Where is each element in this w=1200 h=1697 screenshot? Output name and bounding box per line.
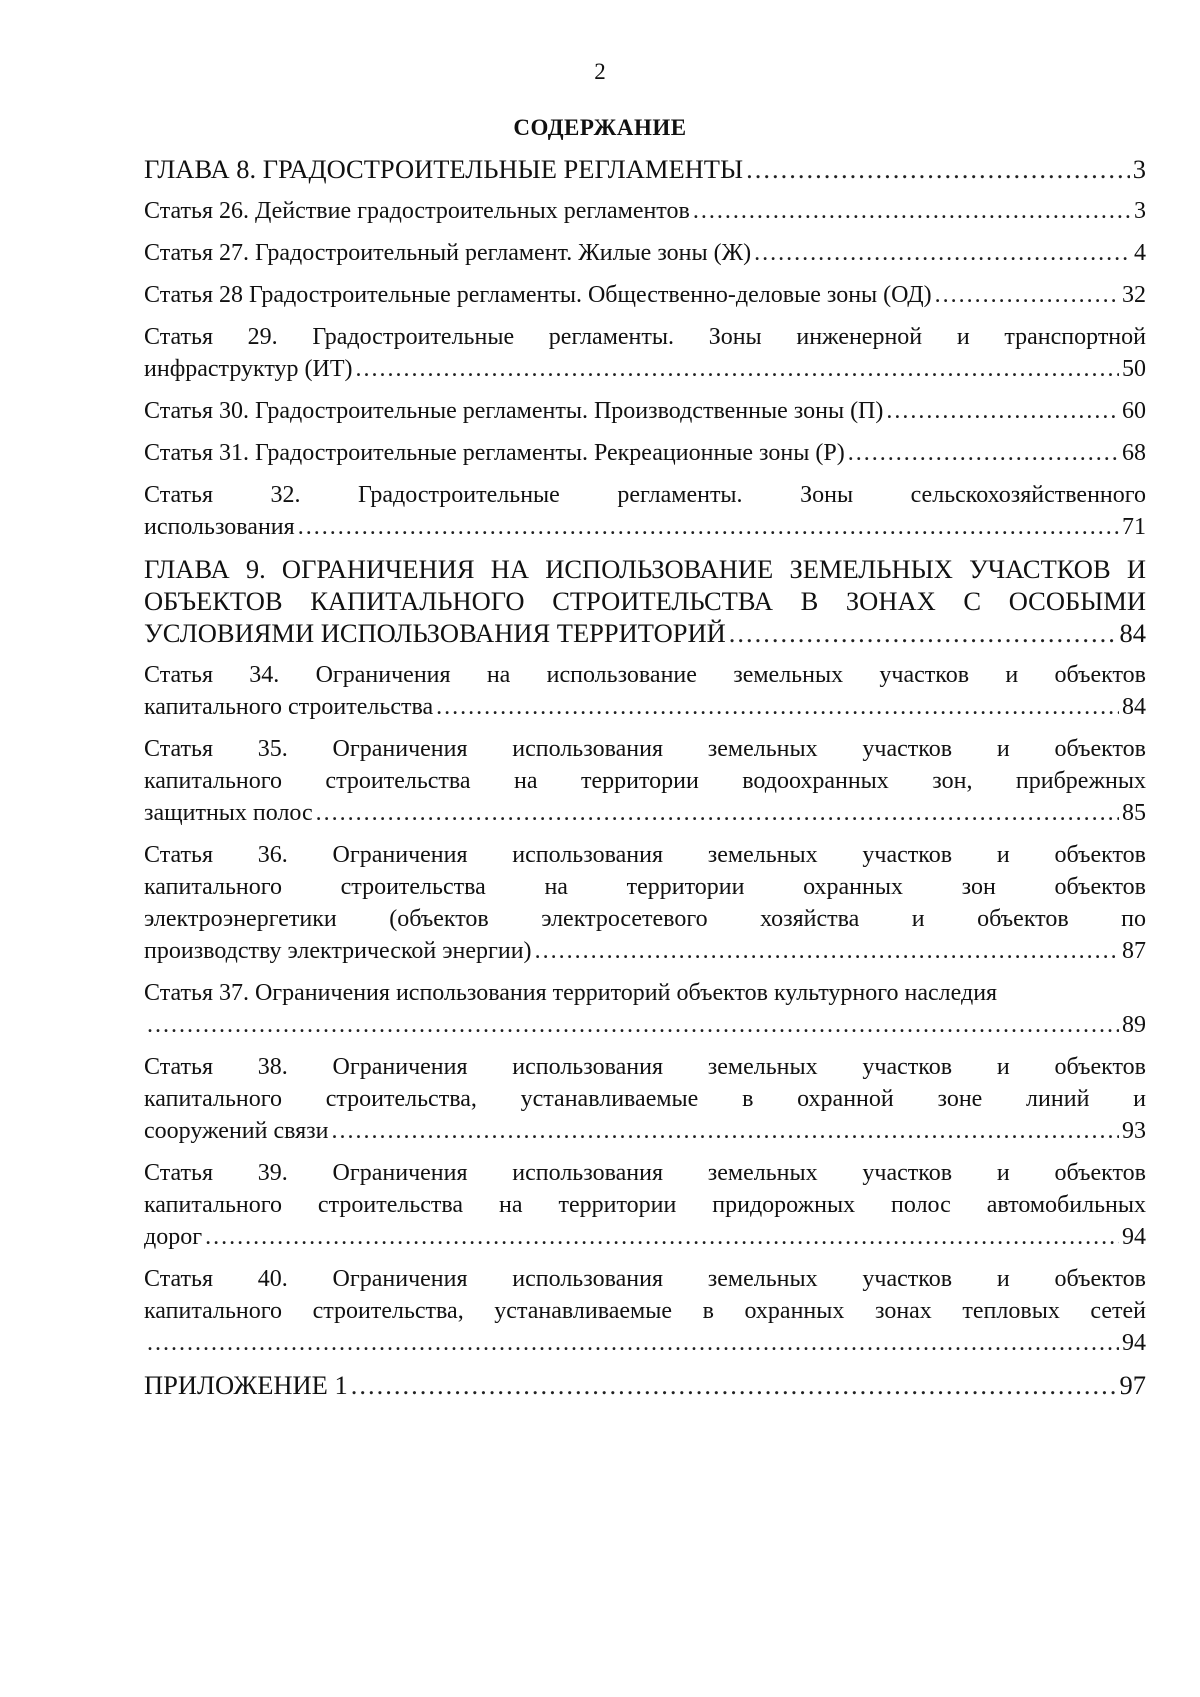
toc-page-number: 89 [1122, 1012, 1146, 1038]
toc-entry-text-line: Статья 39. Ограничения использования земельных участков и объектов [144, 1160, 1146, 1186]
toc-entry-text-line: капитального строительства на территории водоохранных зон, прибрежных [144, 768, 1146, 794]
toc-entry-last-line [144, 437, 1146, 469]
toc-entry-last-line [144, 511, 1146, 543]
toc-page-number: 71 [1122, 514, 1146, 540]
toc-article-entry[interactable] [144, 733, 1146, 829]
toc-page-number: 94 [1122, 1224, 1146, 1250]
toc-article-entry[interactable] [144, 279, 1146, 311]
toc-entry-last-line [144, 1009, 1146, 1041]
toc-entry-text-line: Статья 38. Ограничения использования земельных участков и объектов [144, 1054, 1146, 1080]
toc-page-number: 84 [1122, 694, 1146, 720]
toc-entry-text-line: капитального строительства, устанавливаемые в охранных зонах тепловых сетей [144, 1298, 1146, 1324]
toc-entry-text-line: Статья 40. Ограничения использования земельных участков и объектов [144, 1266, 1146, 1292]
dot-leader [848, 437, 1119, 469]
dot-leader [935, 279, 1119, 311]
toc-article-entry[interactable] [144, 1051, 1146, 1147]
toc-entry-text: Статья 28 Градостроительные регламенты. Общественно-деловые зоны (ОД) [144, 282, 932, 308]
toc-entry-last-line [144, 195, 1146, 227]
toc-article-entry[interactable] [144, 977, 1146, 1041]
toc-entry-last-line [144, 153, 1146, 185]
toc-page-number: 3 [1134, 198, 1146, 224]
toc-entry-text: УСЛОВИЯМИ ИСПОЛЬЗОВАНИЯ ТЕРРИТОРИЙ [144, 618, 726, 648]
toc-entry-text-line: ОБЪЕКТОВ КАПИТАЛЬНОГО СТРОИТЕЛЬСТВА В ЗОНАХ С ОСОБЫМИ [144, 586, 1146, 616]
toc-article-entry[interactable] [144, 195, 1146, 227]
dot-leader [351, 1369, 1117, 1401]
toc-entry-last-line [144, 617, 1146, 649]
toc-article-entry[interactable] [144, 237, 1146, 269]
toc-entry-text: капитального строительства [144, 694, 434, 720]
toc-entry-text: Статья 30. Градостроительные регламенты. Производственные зоны (П) [144, 398, 884, 424]
toc-chapter-entry[interactable] [144, 1369, 1146, 1401]
toc-page-number: 4 [1134, 240, 1146, 266]
toc-entry-text: сооружений связи [144, 1118, 329, 1144]
toc-entry-last-line [144, 935, 1146, 967]
toc-entry-text: Статья 31. Градостроительные регламенты. Рекреационные зоны (Р) [144, 440, 845, 466]
toc-entry-text: использования [144, 514, 295, 540]
toc-entry-last-line [144, 353, 1146, 385]
toc-entry-text: дорог [144, 1224, 203, 1250]
dot-leader [746, 153, 1130, 185]
toc-entry-text: производству электрической энергии) [144, 938, 532, 964]
toc-entry-last-line [144, 237, 1146, 269]
page-number: 2 [594, 59, 606, 84]
toc-chapter-entry[interactable] [144, 153, 1146, 185]
toc-entry-last-line [144, 797, 1146, 829]
dot-leader [693, 195, 1131, 227]
toc-entry-text: защитных полос [144, 800, 313, 826]
toc-entry-text-line: Статья 29. Градостроительные регламенты. Зоны инженерной и транспортной [144, 324, 1146, 350]
toc-article-entry[interactable] [144, 479, 1146, 543]
toc-entry-last-line [144, 691, 1146, 723]
toc-entry-last-line [144, 1327, 1146, 1359]
toc-page-number: 50 [1122, 356, 1146, 382]
toc-page-number: 60 [1122, 398, 1146, 424]
dot-leader [535, 935, 1119, 967]
dot-leader [436, 691, 1119, 723]
toc-entry-text-line: Статья 34. Ограничения на использование земельных участков и объектов [144, 662, 1146, 688]
toc-entry-text-line: капитального строительства на территории охранных зон объектов [144, 874, 1146, 900]
toc-article-entry[interactable] [144, 321, 1146, 385]
toc-entry-text: Статья 26. Действие градостроительных регламентов [144, 198, 690, 224]
dot-leader [147, 1327, 1119, 1359]
toc-title: СОДЕРЖАНИЕ [513, 115, 687, 140]
toc-page-number: 93 [1122, 1118, 1146, 1144]
toc-entry-text-line: Статья 35. Ограничения использования земельных участков и объектов [144, 736, 1146, 762]
toc-page-number: 68 [1122, 440, 1146, 466]
toc-entry-text: Статья 27. Градостроительный регламент. Жилые зоны (Ж) [144, 240, 752, 266]
toc-entry-last-line [144, 1369, 1146, 1401]
toc-chapter-entry[interactable] [144, 553, 1146, 649]
toc-entry-text: инфраструктур (ИТ) [144, 356, 353, 382]
toc-entry-text-line: ГЛАВА 9. ОГРАНИЧЕНИЯ НА ИСПОЛЬЗОВАНИЕ ЗЕМЕЛЬНЫХ УЧАСТКОВ И [144, 554, 1146, 584]
dot-leader [147, 1009, 1119, 1041]
dot-leader [886, 395, 1119, 427]
dot-leader [754, 237, 1131, 269]
toc-entry-text-line: Статья 37. Ограничения использования территорий объектов культурного наследия [144, 980, 998, 1006]
toc-entry-last-line [144, 395, 1146, 427]
dot-leader [298, 511, 1119, 543]
toc-entry-text-line: капитального строительства на территории придорожных полос автомобильных [144, 1192, 1146, 1218]
toc-entry-text-line: Статья 36. Ограничения использования земельных участков и объектов [144, 842, 1146, 868]
toc-entry-text: ПРИЛОЖЕНИЕ 1 [144, 1370, 348, 1400]
toc-page-number: 84 [1119, 618, 1146, 648]
toc-article-entry[interactable] [144, 1157, 1146, 1253]
toc-article-entry[interactable] [144, 839, 1146, 967]
toc-entry-text: ГЛАВА 8. ГРАДОСТРОИТЕЛЬНЫЕ РЕГЛАМЕНТЫ [144, 154, 744, 184]
dot-leader [332, 1115, 1120, 1147]
toc-page-number: 94 [1122, 1330, 1146, 1356]
toc-article-entry[interactable] [144, 1263, 1146, 1359]
toc-article-entry[interactable] [144, 659, 1146, 723]
toc-page-number: 87 [1122, 938, 1146, 964]
toc-page-number: 85 [1122, 800, 1146, 826]
dot-leader [356, 353, 1120, 385]
toc-page-number: 3 [1132, 154, 1146, 184]
toc-article-entry[interactable] [144, 395, 1146, 427]
dot-leader [729, 617, 1117, 649]
table-of-contents [144, 153, 1146, 1411]
toc-page-number: 32 [1122, 282, 1146, 308]
toc-page-number: 97 [1119, 1370, 1146, 1400]
toc-entry-last-line [144, 1115, 1146, 1147]
dot-leader [205, 1221, 1119, 1253]
toc-entry-text-line: электроэнергетики (объектов электросетевого хозяйства и объектов по [144, 906, 1146, 932]
toc-entry-last-line [144, 279, 1146, 311]
toc-entry-last-line [144, 1221, 1146, 1253]
toc-entry-text-line: капитального строительства, устанавливаемые в охранной зоне линий и [144, 1086, 1146, 1112]
toc-entry-text-line: Статья 32. Градостроительные регламенты. Зоны сельскохозяйственного [144, 482, 1146, 508]
toc-article-entry[interactable] [144, 437, 1146, 469]
dot-leader [316, 797, 1119, 829]
